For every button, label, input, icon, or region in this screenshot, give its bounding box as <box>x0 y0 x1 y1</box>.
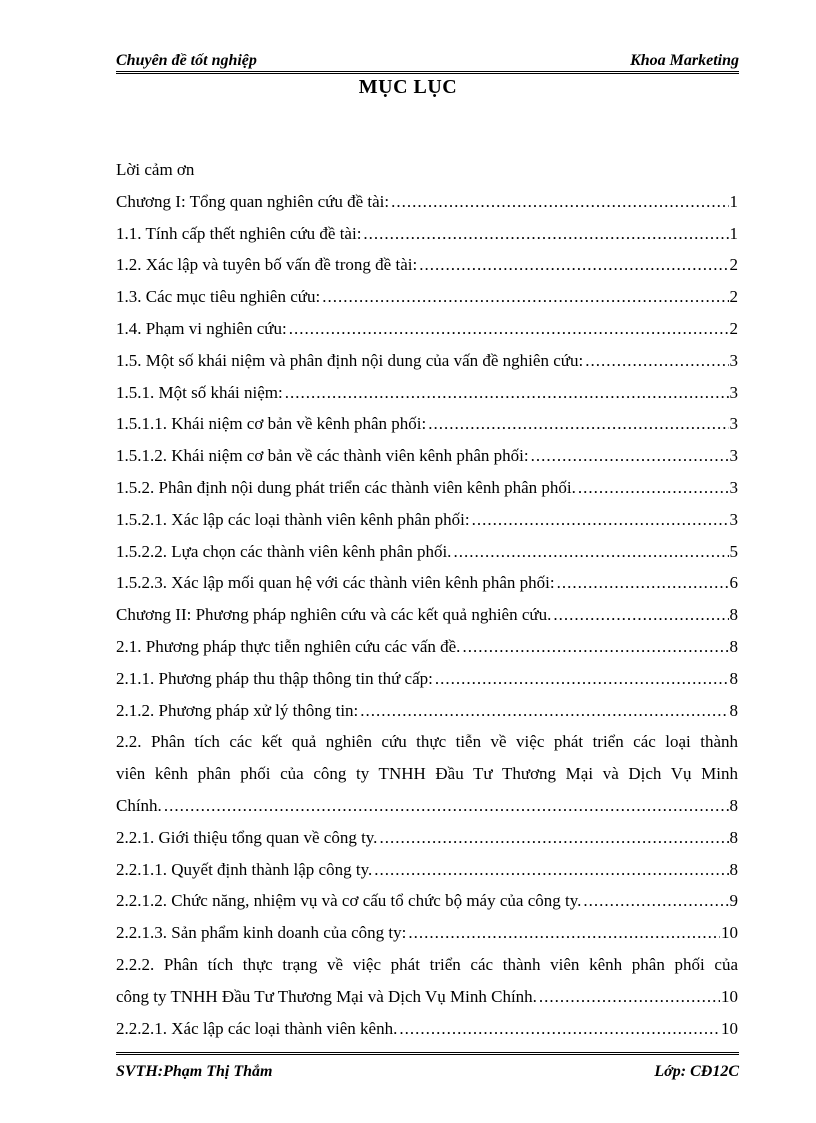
toc-entry-page: 3 <box>729 509 738 529</box>
toc-entry-page: 2 <box>729 255 738 275</box>
toc-entry-text: 2.1. Phương pháp thực tiễn nghiên cứu các vấn đề. <box>116 636 461 656</box>
footer-right-text: Lớp: CĐ12C <box>654 1063 739 1080</box>
toc-dot-leader <box>285 377 729 409</box>
toc-dot-leader <box>399 1013 720 1045</box>
toc-entry-page: 3 <box>729 477 738 497</box>
toc-entry[interactable] <box>116 885 738 917</box>
toc-dot-leader <box>419 249 728 281</box>
toc-entry-text-line: viên kênh phân phối của công ty TNHH Đầu Tư Thương Mại và Dịch Vụ Minh <box>116 764 738 784</box>
toc-dot-leader <box>164 790 729 822</box>
toc-dot-leader <box>557 567 729 599</box>
toc-dot-leader <box>379 822 728 854</box>
toc-entry-text-line: 2.2.2. Phân tích thực trạng về việc phát triển các thành viên kênh phân phối của <box>116 954 738 974</box>
toc-dot-leader <box>583 885 728 917</box>
toc-entry[interactable] <box>116 567 738 599</box>
toc-dot-leader <box>322 281 728 313</box>
toc-entry-page: 2 <box>729 318 738 338</box>
header-right-text: Khoa Marketing <box>630 52 739 69</box>
toc-entry-page: 3 <box>729 446 738 466</box>
toc-dot-leader <box>289 313 729 345</box>
toc-entry-page: 3 <box>729 350 738 370</box>
toc-entry[interactable] <box>116 186 738 218</box>
toc-dot-leader <box>453 536 728 568</box>
toc-entry-page: 1 <box>729 223 738 243</box>
toc-intro: Lời cảm ơn <box>116 160 195 179</box>
toc-entry-text: 1.5.2.3. Xác lập mối quan hệ với các thành viên kênh phân phối: <box>116 573 555 593</box>
toc-entry[interactable] <box>116 281 738 313</box>
toc-entry-last-line <box>116 981 738 1013</box>
toc-entry[interactable] <box>116 917 738 949</box>
toc-entry-text: 1.5.2.2. Lựa chọn các thành viên kênh phân phối. <box>116 541 452 561</box>
toc-entries-group-3 <box>116 1013 738 1045</box>
toc-entry-text: 1.5.1. Một số khái niệm: <box>116 382 283 402</box>
toc-entry-text: Chương I: Tổng quan nghiên cứu đề tài: <box>116 191 390 211</box>
toc-entry[interactable] <box>116 631 738 663</box>
toc-entries-group-2 <box>116 822 738 949</box>
toc-entry[interactable] <box>116 504 738 536</box>
toc-entry[interactable] <box>116 1013 738 1045</box>
table-of-contents <box>116 154 738 1044</box>
toc-entry[interactable] <box>116 313 738 345</box>
toc-dot-leader <box>360 695 728 727</box>
toc-entry[interactable] <box>116 599 738 631</box>
toc-entry-page: 10 <box>721 923 738 943</box>
toc-entry-text: 2.1.2. Phương pháp xử lý thông tin: <box>116 700 359 720</box>
toc-entry-text: 2.2.1.1. Quyết định thành lập công ty. <box>116 859 373 879</box>
toc-entry-text: 1.5. Một số khái niệm và phân định nội dung của vấn đề nghiên cứu: <box>116 350 584 370</box>
toc-entry-text: Chính. <box>116 795 162 815</box>
toc-entry-text: 1.3. Các mục tiêu nghiên cứu: <box>116 287 321 307</box>
toc-dot-leader <box>435 663 729 695</box>
toc-entry-text: 1.5.2.1. Xác lập các loại thành viên kênh phân phối: <box>116 509 470 529</box>
toc-entry[interactable] <box>116 822 738 854</box>
toc-entry-text: 2.2.2.1. Xác lập các loại thành viên kênh. <box>116 1018 398 1038</box>
toc-dot-leader <box>374 854 728 886</box>
toc-entry-text: 2.2.1. Giới thiệu tổng quan về công ty. <box>116 827 378 847</box>
toc-dot-leader <box>539 981 720 1013</box>
toc-entry-text: Chương II: Phương pháp nghiên cứu và các kết quả nghiên cứu. <box>116 605 552 625</box>
toc-entry-page: 8 <box>729 700 738 720</box>
toc-entry[interactable] <box>116 377 738 409</box>
toc-entry-page: 6 <box>729 573 738 593</box>
toc-entry-page: 9 <box>729 891 738 911</box>
toc-dot-leader <box>578 472 729 504</box>
toc-dot-leader <box>472 504 729 536</box>
toc-entry-text-line: 2.2. Phân tích các kết quả nghiên cứu thực tiễn về việc phát triển các loại thành <box>116 732 738 752</box>
toc-entry-page: 8 <box>729 668 738 688</box>
toc-entry-text: 1.2. Xác lập và tuyên bố vấn đề trong đề tài: <box>116 255 418 275</box>
toc-entry-page: 8 <box>729 636 738 656</box>
toc-entry-text: 1.4. Phạm vi nghiên cứu: <box>116 318 287 338</box>
toc-entry-text: 1.5.2. Phân định nội dung phát triển các thành viên kênh phân phối. <box>116 477 576 497</box>
toc-dot-leader <box>428 408 728 440</box>
toc-entry-page: 10 <box>721 1018 738 1038</box>
toc-entry-text: 2.2.1.2. Chức năng, nhiệm vụ và cơ cấu tổ chức bộ máy của công ty. <box>116 891 582 911</box>
toc-entry-page: 1 <box>729 191 738 211</box>
toc-entry[interactable] <box>116 536 738 568</box>
toc-entry-page: 8 <box>729 605 738 625</box>
toc-entry-page: 8 <box>729 827 738 847</box>
toc-entry[interactable] <box>116 249 738 281</box>
toc-entry-page: 3 <box>729 414 738 434</box>
toc-entry-page: 8 <box>729 859 738 879</box>
toc-dot-leader <box>462 631 728 663</box>
toc-entry[interactable] <box>116 695 738 727</box>
toc-entry-page: 5 <box>729 541 738 561</box>
toc-entry-text: công ty TNHH Đầu Tư Thương Mại và Dịch Vụ Minh Chính. <box>116 986 537 1006</box>
toc-entry-page: 2 <box>729 287 738 307</box>
toc-entry[interactable] <box>116 345 738 377</box>
toc-entry[interactable] <box>116 440 738 472</box>
page-header <box>116 48 739 74</box>
toc-dot-leader <box>553 599 728 631</box>
toc-dot-leader <box>391 186 728 218</box>
toc-dot-leader <box>408 917 720 949</box>
toc-entry-page: 3 <box>729 382 738 402</box>
toc-entry-text: 1.5.1.1. Khái niệm cơ bản về kênh phân phối: <box>116 414 427 434</box>
toc-dot-leader <box>531 440 729 472</box>
page-title: MỤC LỤC <box>358 76 458 98</box>
toc-entry-page: 10 <box>721 986 738 1006</box>
toc-entry[interactable] <box>116 472 738 504</box>
toc-entries-group-1 <box>116 186 738 727</box>
toc-entry-long-1[interactable] <box>116 726 738 821</box>
toc-entry[interactable] <box>116 854 738 886</box>
toc-entry[interactable] <box>116 218 738 250</box>
footer-left-text: SVTH:Phạm Thị Thắm <box>116 1063 273 1080</box>
toc-entry-text: 1.5.1.2. Khái niệm cơ bản về các thành viên kênh phân phối: <box>116 446 529 466</box>
toc-dot-leader <box>585 345 728 377</box>
page-footer <box>116 1052 739 1081</box>
toc-entry-last-line <box>116 790 738 822</box>
toc-entry-text: 2.2.1.3. Sản phẩm kinh doanh của công ty: <box>116 923 407 943</box>
toc-entry-text: 2.1.1. Phương pháp thu thập thông tin thứ cấp: <box>116 668 433 688</box>
toc-dot-leader <box>363 218 728 250</box>
header-left-text: Chuyên đề tốt nghiệp <box>116 52 257 69</box>
toc-entry[interactable] <box>116 408 738 440</box>
toc-entry-page: 8 <box>729 795 738 815</box>
toc-entry-text: 1.1. Tính cấp thết nghiên cứu đề tài: <box>116 223 362 243</box>
toc-entry[interactable] <box>116 663 738 695</box>
toc-entry-long-2[interactable] <box>116 949 738 1013</box>
